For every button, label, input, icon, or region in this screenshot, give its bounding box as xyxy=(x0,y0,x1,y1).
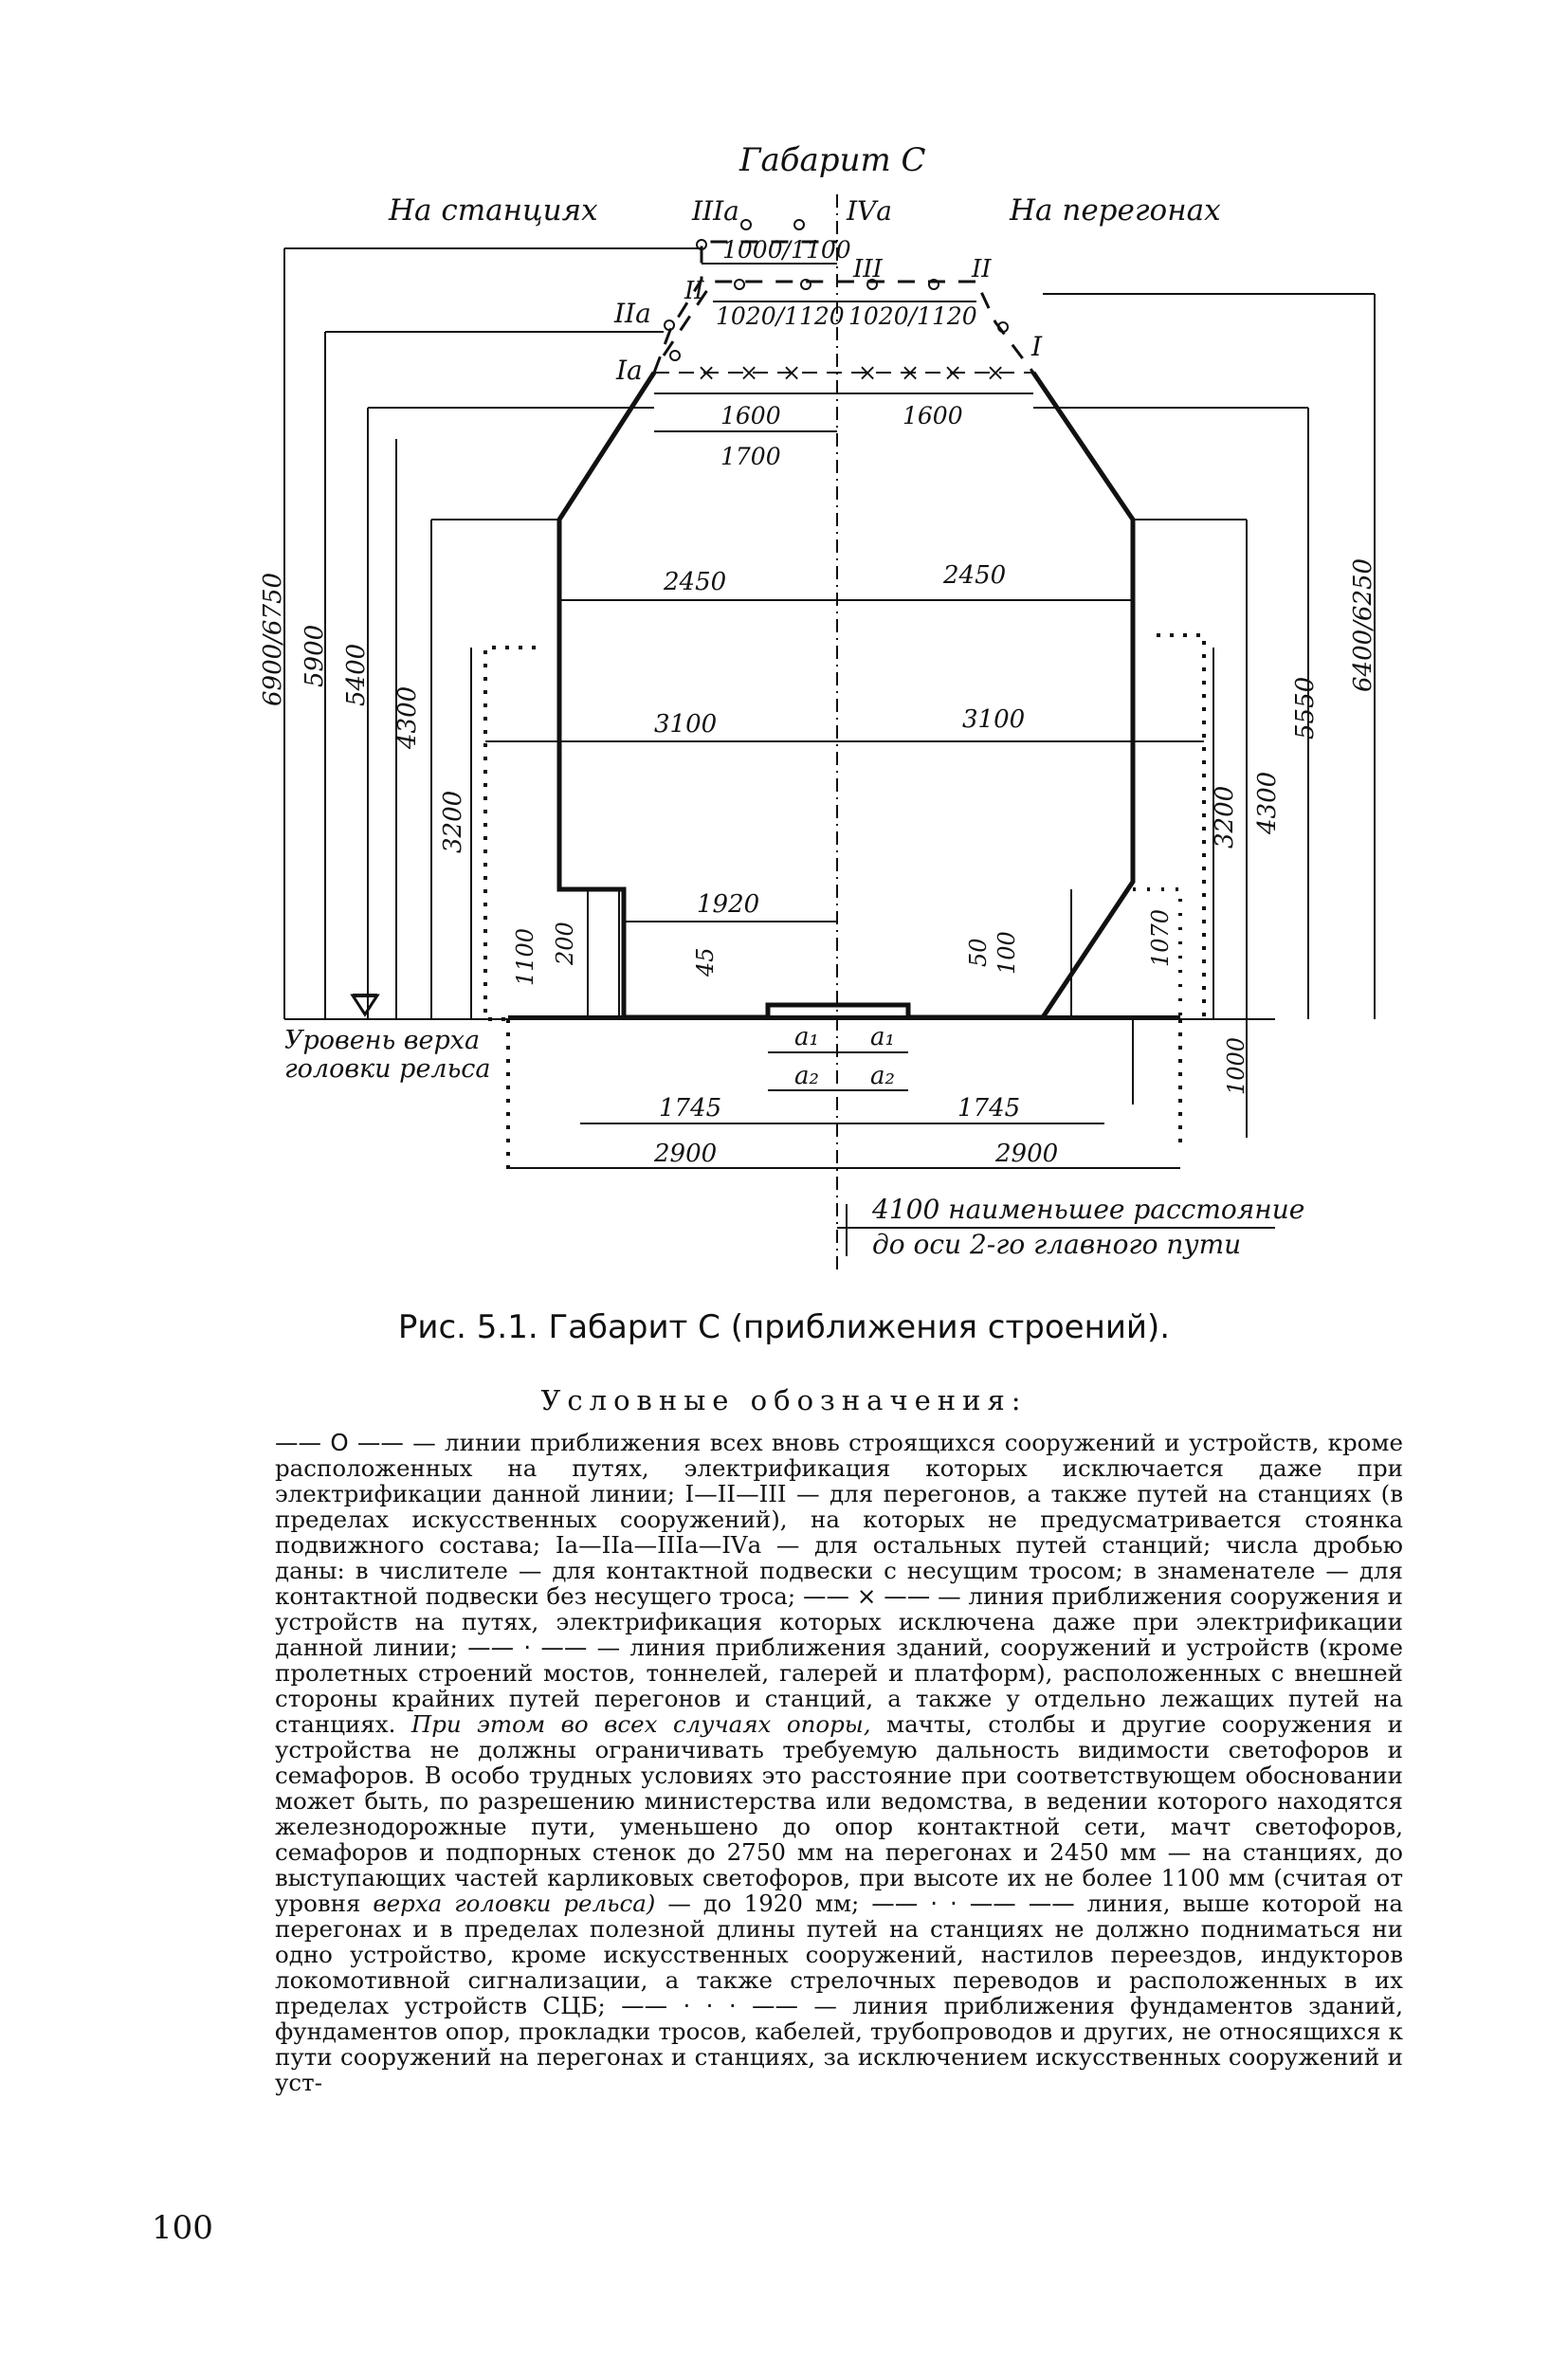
dim-5400: 5400 xyxy=(342,643,371,706)
dim-6900-6750: 6900/6750 xyxy=(259,572,287,706)
dim-3200-right: 3200 xyxy=(1211,785,1239,849)
legend-marker-circle: —— О —— xyxy=(275,1429,404,1456)
dim-1100: 1100 xyxy=(512,927,538,986)
legend-marker-dots-dash: —— · · · —— xyxy=(621,1992,799,2019)
dim-a1-left: a₁ xyxy=(794,1023,819,1051)
dim-100: 100 xyxy=(994,931,1020,975)
label-II-left: II xyxy=(684,277,704,305)
label-Ia: Iа xyxy=(616,355,643,386)
dim-3100-right: 3100 xyxy=(962,705,1026,734)
legend-p3-italic: При этом во всех случаях опоры, xyxy=(410,1710,871,1738)
legend-p4: мачты, столбы и другие сооружения и устройства не должны ограничивать требуемую дальность видимости светофоров и семафоров. В особо трудных условиях это расстояние при соответствующем обосновании может быть, по разрешению министерства или ведомства, в ведении которого находятся железнодорожные пути, уменьшено до опор контактной сети, мачт светофоров, семафоров и подпорных стенок до 2750 мм на перегонах и 2450 мм — на станциях, до выступающих частей карликовых светофоров, при высоте их не более 1100 мм (считая от уровня xyxy=(275,1710,1403,1917)
page-number: 100 xyxy=(152,2209,213,2247)
dim-2450-left: 2450 xyxy=(664,568,727,596)
dim-1600-right: 1600 xyxy=(903,402,963,429)
dim-5900: 5900 xyxy=(301,624,329,687)
legend-p6: линия, выше которой на перегонах и в пределах полезной длины путей на станциях не должно подниматься ни одно устройство, кроме искусственных сооружений, настилов переездов, индукторов локомотивной сигнализации, а также стрелочных переводов и расположенных в их пределах устройств СЦБ; xyxy=(275,1890,1404,2019)
label-III: III xyxy=(853,255,883,283)
dim-a2-left: a₂ xyxy=(794,1062,819,1090)
dim-3100-left: 3100 xyxy=(654,710,718,739)
svg-text:×: × xyxy=(739,359,759,386)
dim-1000: 1000 xyxy=(1223,1036,1249,1095)
dim-2450-right: 2450 xyxy=(943,561,1007,590)
dim-1920: 1920 xyxy=(697,890,760,919)
dim-45: 45 xyxy=(692,947,719,977)
dim-1700: 1700 xyxy=(720,443,781,470)
rail-level-label-2: головки рельса xyxy=(284,1054,491,1084)
dim-2900-right: 2900 xyxy=(995,1140,1059,1168)
dim-200: 200 xyxy=(552,922,578,965)
legend-marker-dot-dash: —— · · —— —— xyxy=(871,1890,1075,1917)
note-4100-line1: 4100 наименьшее расстояние xyxy=(872,1194,1305,1225)
legend-p2: — линия приближения сооружения и устройств на путях, электрификация которых исключена даже при электрификации данной линии; xyxy=(275,1582,1403,1661)
dim-1745-left: 1745 xyxy=(659,1094,722,1123)
label-IIIa: IIIа xyxy=(692,195,739,227)
dim-1020-1120-left: 1020/1120 xyxy=(716,302,845,330)
dim-2900-left: 2900 xyxy=(654,1140,718,1168)
dim-1020-1120-right: 1020/1120 xyxy=(848,302,977,330)
dim-3200-left: 3200 xyxy=(439,790,467,853)
legend-text xyxy=(275,1430,1403,2095)
legend-p5: — до 1920 мм; xyxy=(655,1890,872,1917)
label-stations: На станциях xyxy=(389,193,598,228)
dim-1745-right: 1745 xyxy=(957,1094,1021,1123)
figure-title: Габарит С xyxy=(739,141,926,179)
dim-5550: 5550 xyxy=(1291,676,1320,740)
legend-p3: — линия приближения зданий, сооружений и устройств (кроме пролетных строений мостов, тоннелей, галерей и платформ), расположенных с внешней стороны крайних путей перегонов и станций, а также у отдельно лежащих путей на станциях. xyxy=(275,1634,1403,1738)
legend-p7: — линия приближения фундаментов зданий, фундаментов опор, прокладки тросов, кабелей, трубопроводов и других, не относящихся к пути сооружений на перегонах и станциях, за исключением искусственных сооружений и уст- xyxy=(275,1992,1403,2096)
dim-1000-1100: 1000/1100 xyxy=(722,236,851,264)
legend-p1: — линии приближения всех вновь строящихся сооружений и устройств, кроме расположенных на путях, электрификация которых исключается даже при электрификации данной линии; I—II—III — для перегонов, а также путей на станциях (в пределах искусственных сооружений), на которых не предусматривается стоянка подвижного состава; Iа—IIа—IIIа—IVа — для остальных путей станций; числа дробью даны: в числителе — для контактной подвески с несущим тросом; в знаменателе — для контактной подвески без несущего троса; xyxy=(275,1429,1403,1610)
dim-1600-left: 1600 xyxy=(720,402,781,429)
dim-4300-left: 4300 xyxy=(393,685,422,749)
label-II-right: II xyxy=(972,255,992,283)
dim-50: 50 xyxy=(965,938,992,967)
rail-level-label-1: Уровень верха xyxy=(284,1026,481,1055)
svg-text:×: × xyxy=(858,359,878,386)
legend-title: Условные обозначения: xyxy=(540,1384,1028,1416)
legend-marker-dash-dot: —— · —— xyxy=(467,1634,588,1661)
label-IVa: IVа xyxy=(847,195,892,227)
label-IIa: IIа xyxy=(614,298,651,329)
label-spans: На перегонах xyxy=(1010,193,1221,228)
svg-text:×: × xyxy=(943,359,963,386)
dim-a2-right: a₂ xyxy=(870,1062,895,1090)
legend-p4-italic: верха головки рельса) xyxy=(373,1890,656,1917)
figure-caption: Рис. 5.1. Габарит С (приближения строений). xyxy=(397,1308,1171,1346)
svg-text:×: × xyxy=(986,359,1006,386)
svg-text:×: × xyxy=(901,359,921,386)
note-4100-line2: до оси 2-го главного пути xyxy=(872,1229,1242,1260)
label-I: I xyxy=(1031,331,1043,362)
dim-1070: 1070 xyxy=(1147,908,1174,967)
dim-6400-6250: 6400/6250 xyxy=(1349,557,1377,692)
dim-a1-right: a₁ xyxy=(870,1023,895,1051)
rail-level-arrow-icon xyxy=(353,995,377,1014)
legend-marker-cross: —— × —— xyxy=(802,1582,931,1610)
svg-text:×: × xyxy=(782,359,802,386)
vertical-dimension-lines-right xyxy=(1033,294,1375,1138)
dim-4300-right: 4300 xyxy=(1253,771,1282,834)
svg-text:×: × xyxy=(697,359,717,386)
